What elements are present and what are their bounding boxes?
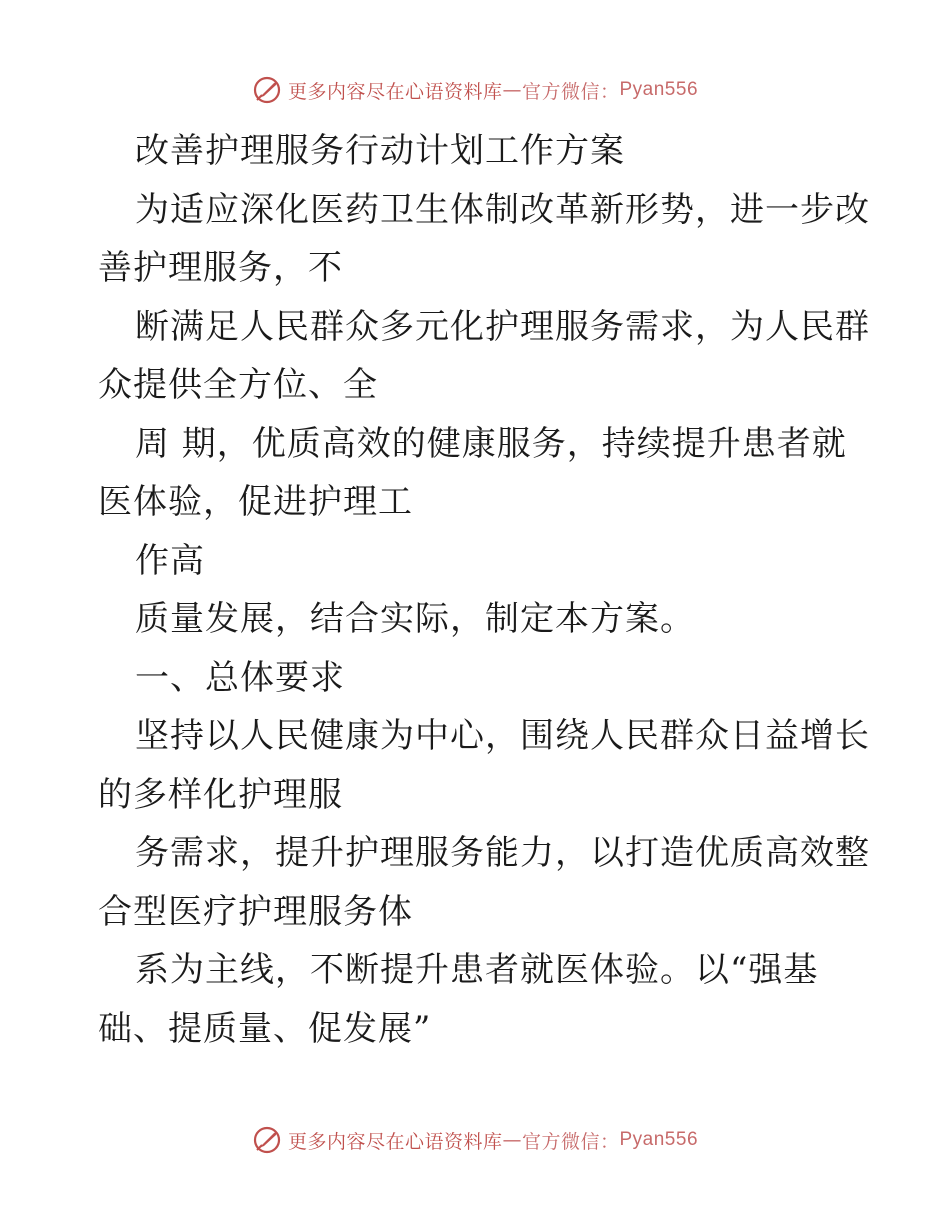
document-line: 改善护理服务行动计划工作方案 xyxy=(135,131,625,171)
document-line: 周 期，优质高效的健康服务，持续提升患者就 xyxy=(135,423,847,464)
document-line: 善护理服务，不 xyxy=(98,248,343,288)
watermark-channel: 官方微信： xyxy=(521,80,620,103)
document-line: 础、提质量、促发展” xyxy=(98,1008,432,1049)
document-line: 断满足人民群众多元化护理服务需求，为人民群 xyxy=(135,306,870,347)
document-line: 系为主线，不断提升患者就医体验。以“强基 xyxy=(135,950,819,990)
watermark-separator: — xyxy=(502,79,522,101)
document-line: 质量发展，结合实际，制定本方案。 xyxy=(135,599,695,639)
document-line: 为适应深化医药卫生体制改革新形势，进一步改 xyxy=(135,189,870,230)
document-line: 坚持以人民健康为中心，围绕人民群众日益增长 xyxy=(135,716,870,756)
document-line: 的多样化护理服 xyxy=(98,774,343,815)
watermark-brand: 更多内容尽在心语资料库 xyxy=(287,1130,503,1153)
document-line: 众提供全方位、全 xyxy=(98,365,378,405)
watermark-brand: 更多内容尽在心语资料库 xyxy=(287,80,503,103)
feather-pen-circle-icon xyxy=(252,75,282,105)
watermark-separator: — xyxy=(502,1129,522,1151)
footer-watermark xyxy=(0,1120,950,1160)
document-line: 务需求，提升护理服务能力，以打造优质高效整 xyxy=(135,833,870,873)
document-line: 合型医疗护理服务体 xyxy=(98,891,413,932)
feather-pen-circle-icon xyxy=(252,1125,282,1155)
watermark-wechat-id: Pyan556 xyxy=(619,1129,699,1150)
header-watermark xyxy=(0,70,950,110)
document-body xyxy=(98,122,870,1058)
document-line: 作高 xyxy=(135,540,205,581)
document-line: 一、总体要求 xyxy=(135,657,345,698)
watermark-channel: 官方微信： xyxy=(521,1130,620,1153)
document-line: 医体验，促进护理工 xyxy=(98,482,413,522)
watermark-wechat-id: Pyan556 xyxy=(619,79,699,100)
